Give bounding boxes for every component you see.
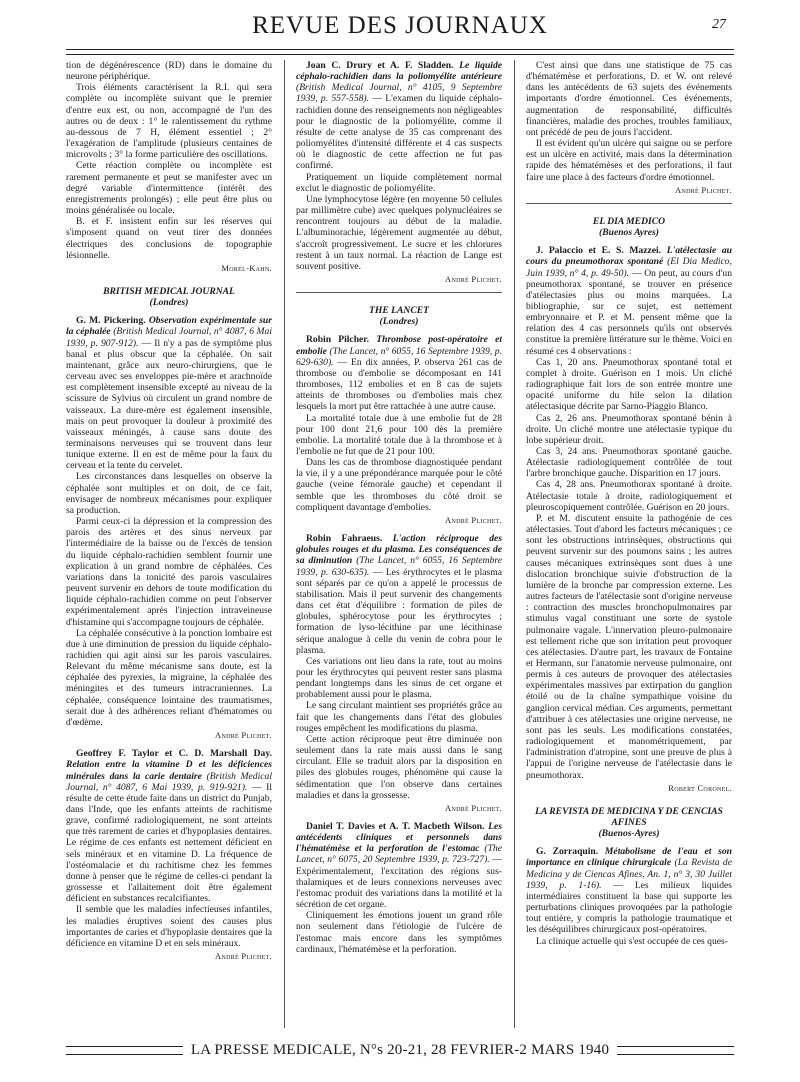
article-title: L'atélectasie au cours du pneumothorax spontané [526, 245, 732, 268]
article-title: Relation entre la vitamine D et les déficiences minérales dans la carie dentaire [66, 759, 272, 782]
footer-rule-right [617, 1046, 734, 1055]
column-divider [514, 60, 515, 1028]
article-source: (British Medical Journal, n° 4087, 6 Mai 1939, p. 907-912). [66, 326, 272, 349]
paragraph: Cette action réciproque peut être diminuée non seulement dans la rate mais aussi dans le sang circulant. Elle se traduit alors par la disposition en piles des globules rouges, phénomène qui cause la sédimentation que l'on observe dans certaines maladies et dans la grossesse. [296, 733, 502, 801]
article-body: — Expérimentalement, l'excitation des régions sus-thalamiques et de leurs connexions nerveuses avec l'estomac produit des variations dans la motilité et la sécrétion de cet organe. [296, 854, 502, 911]
page-footer [66, 1038, 734, 1062]
article-title: L'action réciproque des globules rouges et du plasma. Les conséquences de sa diminution [296, 533, 502, 567]
article-abstract [66, 315, 272, 471]
paragraph: Les circonstances dans lesquelles on observe la céphalée sont multiples et on doit, de ce fait, envisager de nombreux mécanismes pour expliquer sa production. [66, 471, 272, 516]
header-rule [66, 49, 734, 55]
paragraph: Le sang circulant maintient ses propriétés grâce au fait que les changements dans l'état des globules rouges empêchent les modifications du plasma. [296, 700, 502, 734]
author-signature: Morel-Kahn. [221, 262, 272, 273]
article-abstract [526, 846, 732, 935]
page-number: 27 [712, 17, 726, 32]
article-body: — L'examen du liquide céphalo-rachidien donne des renseignements non négligeables pour le diagnostic de la poliomyélite, comme il résulte de cette analyse de 35 cas comprenant des poliomyélites d'intensité différente et 4 cas suspects où le diagnostic de cette affection ne fut pas confirmé. [296, 93, 502, 172]
paragraph: La céphalée consécutive à la ponction lombaire est due à une diminution de pression du liquide céphalo-rachidien qui agit ainsi sur les parois vasculaires. Relevant du même mécanisme sans doute, est la céphalée des pyrexies, la migraine, la céphalée des méningites et des tumeurs intracraniennes. La céphalée, conséquence lointaine des traumatismes, serait due à des adhérences reliant d'hématomes ou d'œdème. [66, 627, 272, 728]
article-title: Les antécédents cliniques et personnels dans l'hématémèse et la perforation de l'estomac [296, 821, 502, 855]
article-abstract [296, 334, 502, 412]
article-author: Robin Fahraeus. [306, 533, 383, 545]
paragraph: Dans les cas de thrombose diagnostiquée pendant la vie, il y a une prépondérance marquée pour le côté gauche (veine fémorale gauche) et cependant il semble que les thromboses du côté droit se compliquent davantage d'embolies. [296, 457, 502, 513]
paragraph: Parmi ceux-ci la dépression et la compression des parois des artères et des sinus nerveux par l'intermédiaire de la baisse ou de l'excès de tension du liquide céphalo-rachidien semblent fournir une explication à un grand nombre de céphalées. Ces variations dans la tonicité des parois vasculaires peuvent survenir en dehors de toute modification du liquide céphalo-rachidien comme on peut l'observer expérimentalement après l'injection intraveineuse d'histamine qui s'accompagne toujours de céphalée. [66, 516, 272, 628]
journal-section-city: (Buenos-Ayres) [598, 828, 660, 840]
article-source: (The Lancet, n° 6075, 20 Septembre 1939, p. 723-727). [296, 843, 502, 866]
paragraph: Il semble que les maladies infectieuses infantiles, les maladies éruptives soient des causes plus importantes de caries et d'hypoplasie dentaires que la déficience en vitamine D et en sels minéraux. [66, 904, 272, 949]
journal-section-city: (Buenos Ayres) [599, 227, 659, 239]
author-signature: Robert Coronel. [668, 782, 732, 793]
article-body: — Il n'y a pas de symptôme plus banal et plus obscur que la céphalée. On sait maintenant, grâce aux neuro-chirurgiens, que le cerveau avec ses enveloppes pie-mère et arachnoïde est complètement insensible excepté au niveau de la scissure de Sylvius où circulent un grand nombre de vaisseaux. La dure-mère est également insensible, mais on peut provoquer la douleur à proximité des vaisseaux méningés, à cause sans doute des terminaisons nerveuses qui se trouvent dans leur tunique externe. Il en est de même pour la faux du cerveau et la tente du cervelet. [66, 337, 272, 472]
paragraph: Cas 4, 28 ans. Pneumothorax spontané à droite. Atélectasie totale à droite, radiologiquement et pleuroscopiquement contrôlée. Guérison en 20 jours. [526, 479, 732, 513]
article-abstract [296, 821, 502, 910]
article-body: — On peut, au cours d'un pneumothorax spontané, se trouver en présence d'atélectasies plus ou moins marquées. La bibliographie, sur ce sujet, est nettement embryonnaire et P. et M. pensent même que la relation des 4 cas personnels qu'ils ont observés constitue la première littérature sur le thème. Voici en résumé ces 4 observations : [526, 267, 732, 357]
paragraph: Cliniquement les émotions jouent un grand rôle non seulement dans l'étiologie de l'ulcère de l'estomac mais encore dans les symptômes cardinaux, l'hématémèse et la perforation. [296, 910, 502, 955]
journal-section-title: THE LANCET [369, 305, 429, 317]
footer-text: LA PRESSE MEDICALE, N°s 20-21, 28 FEVRIER-2 MARS 1940 [190, 1041, 610, 1058]
article-source: (British Medical Journal, n° 4087, 6 Mai 1939, p. 919-921). [66, 770, 272, 793]
column-divider [284, 60, 285, 1028]
article-title: Observation expérimentale sur la céphalée [66, 315, 272, 338]
paragraph: Il est évident qu'un ulcère qui saigne ou se perfore est un ulcère en activité, mais dans la détermination rapide des hématémèses et des perforations, il faut faire une place à des facteurs d'ordre émotionnel. [526, 138, 732, 183]
journal-section-title: LA REVISTA DE MEDICINA Y DE CENCIAS AFINES [535, 805, 723, 828]
paragraph: C'est ainsi que dans une statistique de 75 cas d'hématémèse et perforations, D. et W. ont relevé dans les antécédents de 63 sujets des événements importants d'ordre émotionnel. Ces événements, augmentation de responsabilité, difficultés financières, maladie des proches, troubles familiaux, ont précédé de peu de jours l'accident. [526, 60, 732, 138]
paragraph: Trois éléments caractérisent la R.I. qui sera complète ou incomplète suivant que le premier d'entre eux est, ou non, accompagné de l'un des autres ou de deux : 1° le ralentissement du rythme au-dessous de 7 H, élément essentiel ; 2° l'exagération de l'amplitude (plusieurs centaines de microvolts ; 3° la forme particulière des oscillations. [66, 82, 272, 161]
article-body: — Il résulte de cette étude faite dans un district du Punjab, dans l'Inde, que les enfants atteints de rachitisme grave, confirmé radiologiquement, ne sont atteints que très rarement de caries et d'hypoplasies dentaires. Le régime de ces enfants est nettement déficient en sels minéraux et en vitamine D. La fréquence de l'ostéomalacie et du rachitisme chez les femmes donne à penser que le régime de celles-ci pendant la grossesse et l'allaitement doit être également déficient en substances recalcifiantes. [66, 781, 272, 905]
author-signature: André Plichet. [445, 273, 502, 284]
article-abstract [526, 245, 732, 357]
paragraph: Une lymphocytose légère (en moyenne 50 cellules par millimètre cube) avec quelques polynucléaires se rencontrent toujours au début de la maladie. L'albuminorachie, légèrement augmentée au début, s'accroît progressivement. Le sucre et les chlorures restent à un taux normal. La réaction de Lange est souvent positive. [296, 193, 502, 272]
article-author: G. M. Pickering. [76, 315, 146, 327]
section-separator [526, 203, 732, 204]
author-signature: André Plichet. [215, 730, 272, 741]
author-signature: André Plichet. [445, 802, 502, 813]
article-abstract [296, 533, 502, 656]
column-3 [526, 60, 732, 1028]
paragraph: Cas 2, 26 ans. Pneumothorax spontané bénin à droite. Un cliché montre une atélectasie typique du lobe supérieur droit. [526, 412, 732, 446]
paragraph: P. et M. discutent ensuite la pathogénie de ces atélectasies. Tout d'abord les facteurs mécaniques ; ce sont les obstructions intrinsèques, obstructions qui peuvent survenir sur des poumons sains ; les autres causes mécaniques extrinsèques sont dues à une dislocation bronchique suivie d'obstruction de la lumière de la bronche par compression externe. Les autres facteurs de l'atélectasie sont d'origine nerveuse : contraction des muscles bronchopulmonaires par stimulus vagal constituant une sorte de systole pulmonaire vagale. L'innervation pleuro-pulmonaire est tellement riche que son irritation peut provoquer ces atélectasies. D'autre part, les travaux de Fontaine et Hermann, sur l'anatomie nerveuse pulmonaire, ont permis à ces auteurs de provoquer des atélectasies expérimentales massives par extirpation du ganglion étoilé ou de la chaîne sympathique voisine du ganglion cervical médian. Ces arguments, permettant d'attribuer à ces atélectasies une origine nerveuse, ne sont pas les seuls. Les modifications constatées, radiologiquement et manométriquement, par l'administration d'atropine, sont une preuve de plus à l'appui de l'origine nerveuse de l'atélectasie dans le pneumothorax. [526, 512, 732, 781]
paragraph: tion de dégénérescence (RD) dans le domaine du neurone périphérique. [66, 60, 272, 83]
article-title: Thrombose post-opératoire et embolie [296, 334, 502, 357]
article-author: G. Zorraquin. [536, 846, 599, 858]
journal-section-city: (Londres) [379, 316, 419, 328]
paragraph: B. et F. insistent enfin sur les réserves qui s'imposent quand on veut tirer des données électriques des conclusions de topographie lésionnelle. [66, 216, 272, 261]
article-body: — En dix années, P. observa 261 cas de thrombose ou d'embolie se décomposant en 141 thromboses, 112 embolies et en 8 cas de sujets atteints de thromboses ou d'embolies mais chez lesquels la mort put être rattachée à une autre cause. [296, 356, 502, 413]
article-author: Geoffrey F. Taylor et C. D. Marshall Day. [76, 748, 272, 760]
article-body: — Les milieux liquides intermédiaires constituent la base qui supporte les perturbations cliniques provoquées par la pathologie tout entière, y compris la pathologie traumatique et les déséquilibres chirurgicaux post-opératoires. [526, 879, 732, 936]
article-source: (The Lancet, n° 6055, 16 Septembre 1939, p. 630-635). [296, 555, 502, 578]
author-signature: André Plichet. [445, 514, 502, 525]
article-author: Robin Pilcher. [306, 334, 370, 346]
column-2 [296, 60, 502, 1028]
footer-rule-left [66, 1046, 183, 1055]
paragraph: Cas 3, 24 ans. Pneumothorax spontané gauche. Atélectasie radiologiquement contrôlée de tout l'arbre bronchique gauche. Disparition en 17 jours. [526, 446, 732, 480]
article-abstract [296, 60, 502, 172]
paragraph: La mortalité totale due à une embolie fut de 28 pour 100 dont 21,6 pour 100 dès la première embolie. La mortalité totale due à la thrombose et à l'embolie ne fut que de 21 pour 100. [296, 412, 502, 457]
article-title: Métabolisme de l'eau et son importance en clinique chirurgicale [526, 846, 732, 869]
journal-section-city: (Londres) [149, 297, 189, 309]
article-title: Le liquide céphalo-rachidien dans la poliomyélite antérieure [296, 60, 502, 83]
article-abstract [66, 748, 272, 904]
article-body: — Les érythrocytes et le plasma sont séparés par ce qu'on a appelé le processus de stabilisation. Mais il peut survenir des changements dans cet état d'équilibre : formation de piles de globules, sphérocytose pour les érythrocytes ; formation de lyso-lécithine par une lécithinase sérique analogue à celle du venin de cobra pour le plasma. [296, 566, 502, 656]
paragraph: Pratiquement un liquide complètement normal exclut le diagnostic de poliomyélite. [296, 171, 502, 194]
paragraph: Ces variations ont lieu dans la rate, tout au moins pour les érythrocytes qui peuvent rester sans plasma pendant longtemps dans les sinus de cet organe et probablement aussi pour le plasma. [296, 655, 502, 701]
article-source: (British Medical Journal, n° 4105, 9 Septembre 1939, p. 557-558). [296, 82, 502, 105]
paragraph: Cas 1, 20 ans. Pneumothorax spontané total et complet à droite. Guérison en 1 mois. Un cliché radiographique fait lors de son entrée montre une opacité uniforme du hile selon la dilation atélectasique décrite par Sarno-Piaggio Blanco. [526, 356, 732, 413]
author-signature: André Plichet. [215, 951, 272, 962]
article-source: (The Lancet, n° 6055, 16 Septembre 1939, p. 629-630). [296, 345, 502, 368]
column-1 [66, 60, 272, 1028]
section-separator [296, 292, 502, 293]
journal-title: REVUE DES JOURNAUX [252, 12, 548, 39]
article-source: (El Dia Medico, Juin 1939, n° 4, p. 49-50). [526, 256, 732, 279]
article-source: (La Revista de Medicina y de Ciencas Afines, An. 1, n° 3, 30 Juillet 1939, p. 1-16). [526, 857, 732, 891]
journal-section-title: BRITISH MEDICAL JOURNAL [103, 285, 235, 297]
paragraph: Cette réaction complète ou incomplète est rarement permanente et peut se manifester avec un degré variable d'intermittence (intérêt des enregistrements prolongés) ; elle peut être plus ou moins généralisée ou locale. [66, 160, 272, 217]
article-author: Joan C. Drury et A. F. Sladden. [306, 60, 454, 71]
journal-section-title: EL DIA MEDICO [592, 215, 666, 227]
article-author: J. Palaccio et E. S. Mazzei. [536, 245, 662, 257]
author-signature: André Plichet. [675, 184, 732, 195]
paragraph: La clinique actuelle qui s'est occupée de ces ques- [536, 935, 728, 947]
article-author: Daniel T. Davies et A. T. Macbeth Wilson. [306, 821, 485, 832]
